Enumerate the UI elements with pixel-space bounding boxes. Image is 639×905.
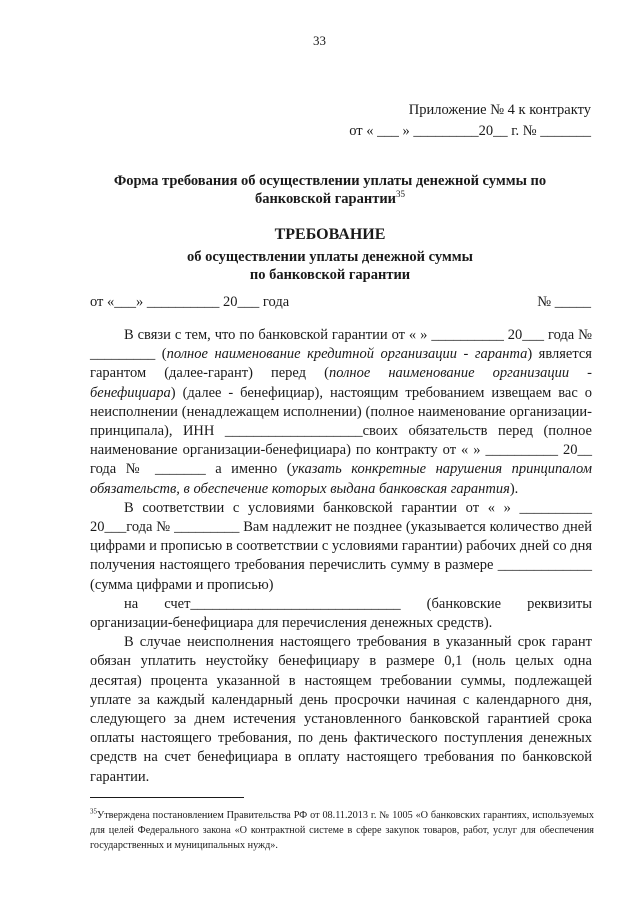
- requirement-date: от «___» __________ 20___ года: [90, 294, 290, 310]
- paragraph-payment-terms: В соответствии с условиями банковской гарантии от « » __________ 20___года № _________ Вам надлежит не позднее (указывается количество дней цифрами и прописью в соответствии с условиями гарантии) рабочих дней со дня получения настоящего требования перечислить сумму в размере _____________ (сумма цифрами и прописью): [90, 499, 593, 593]
- paragraph-bank-details: на счет_____________________________ (банковские реквизиты организации-бенефициара для перечисления денежных средств).: [90, 595, 592, 632]
- footnote-mark: 35: [90, 807, 97, 816]
- appendix-header: [349, 100, 591, 142]
- form-title: [60, 172, 600, 208]
- requirement-subheading-line2: по банковской гарантии: [249, 267, 411, 283]
- footnote: [90, 808, 594, 853]
- appendix-title: Приложение № 4 к контракту: [408, 102, 591, 118]
- footnote-reference: 35: [396, 189, 406, 200]
- footnote-text: Утверждена постановлением Правительства РФ от 08.11.2013 г. № 1005 «О банковских гарантиях, используемых для целей Федерального закона «О контрактной системе в сфере закупок товаров, работ, услуг для обеспечения государственных и муниципальных нужд».: [90, 810, 594, 851]
- form-title-line1: Форма требования об осуществлении уплаты денежной суммы по: [113, 173, 547, 189]
- page-number: 33: [313, 33, 326, 48]
- requirement-subheading-line1: об осуществлении уплаты денежной суммы: [187, 249, 473, 265]
- paragraph-penalty: В случае неисполнения настоящего требования в указанный срок гарант обязан уплатить неустойку бенефициару в размере 0,1 (ноль целых одна десятая) процента указанной в настоящем требовании суммы, подлежащей уплате за каждый календарный день просрочки начиная с календарного дня, следующего за днем истечения установленного банковской гарантией срока оплаты настоящего требования, по день фактического поступления денежных средств на счет бенефициара в оплату настоящего требования по банковской гарантии.: [90, 634, 592, 785]
- requirement-body: [90, 326, 592, 787]
- form-title-line2: банковской гарантии$^{35}$: [254, 189, 406, 207]
- requirement-heading: ТРЕБОВАНИЕ: [274, 226, 386, 243]
- paragraph-guarantee-notice: В связи с тем, что по банковской гарантии от « » __________ 20___ года № _________ (полное наименование кредитной организации - гаранта) является гарантом (далее-гарант) перед (полное наименование организации - бенефициара) (далее - бенефициар), настоящим требованием извещаем вас о неисполнении (ненадлежащем исполнении) (полное наименование организации-принципала), ИНН ___________________своих обязательств перед (полное наименование организации-бенефициара) по контракту от « » __________ 20__ года № _______ а именно (указать конкретные нарушения принципалом обязательств, в обеспечение которых выдана банковская гарантия).: [90, 327, 592, 497]
- requirement-title: [60, 226, 600, 284]
- requirement-number: № _____: [537, 294, 591, 310]
- footnote-divider: [90, 797, 244, 798]
- appendix-contract-reference: от « ___ » _________20__ г. № _______: [349, 123, 591, 139]
